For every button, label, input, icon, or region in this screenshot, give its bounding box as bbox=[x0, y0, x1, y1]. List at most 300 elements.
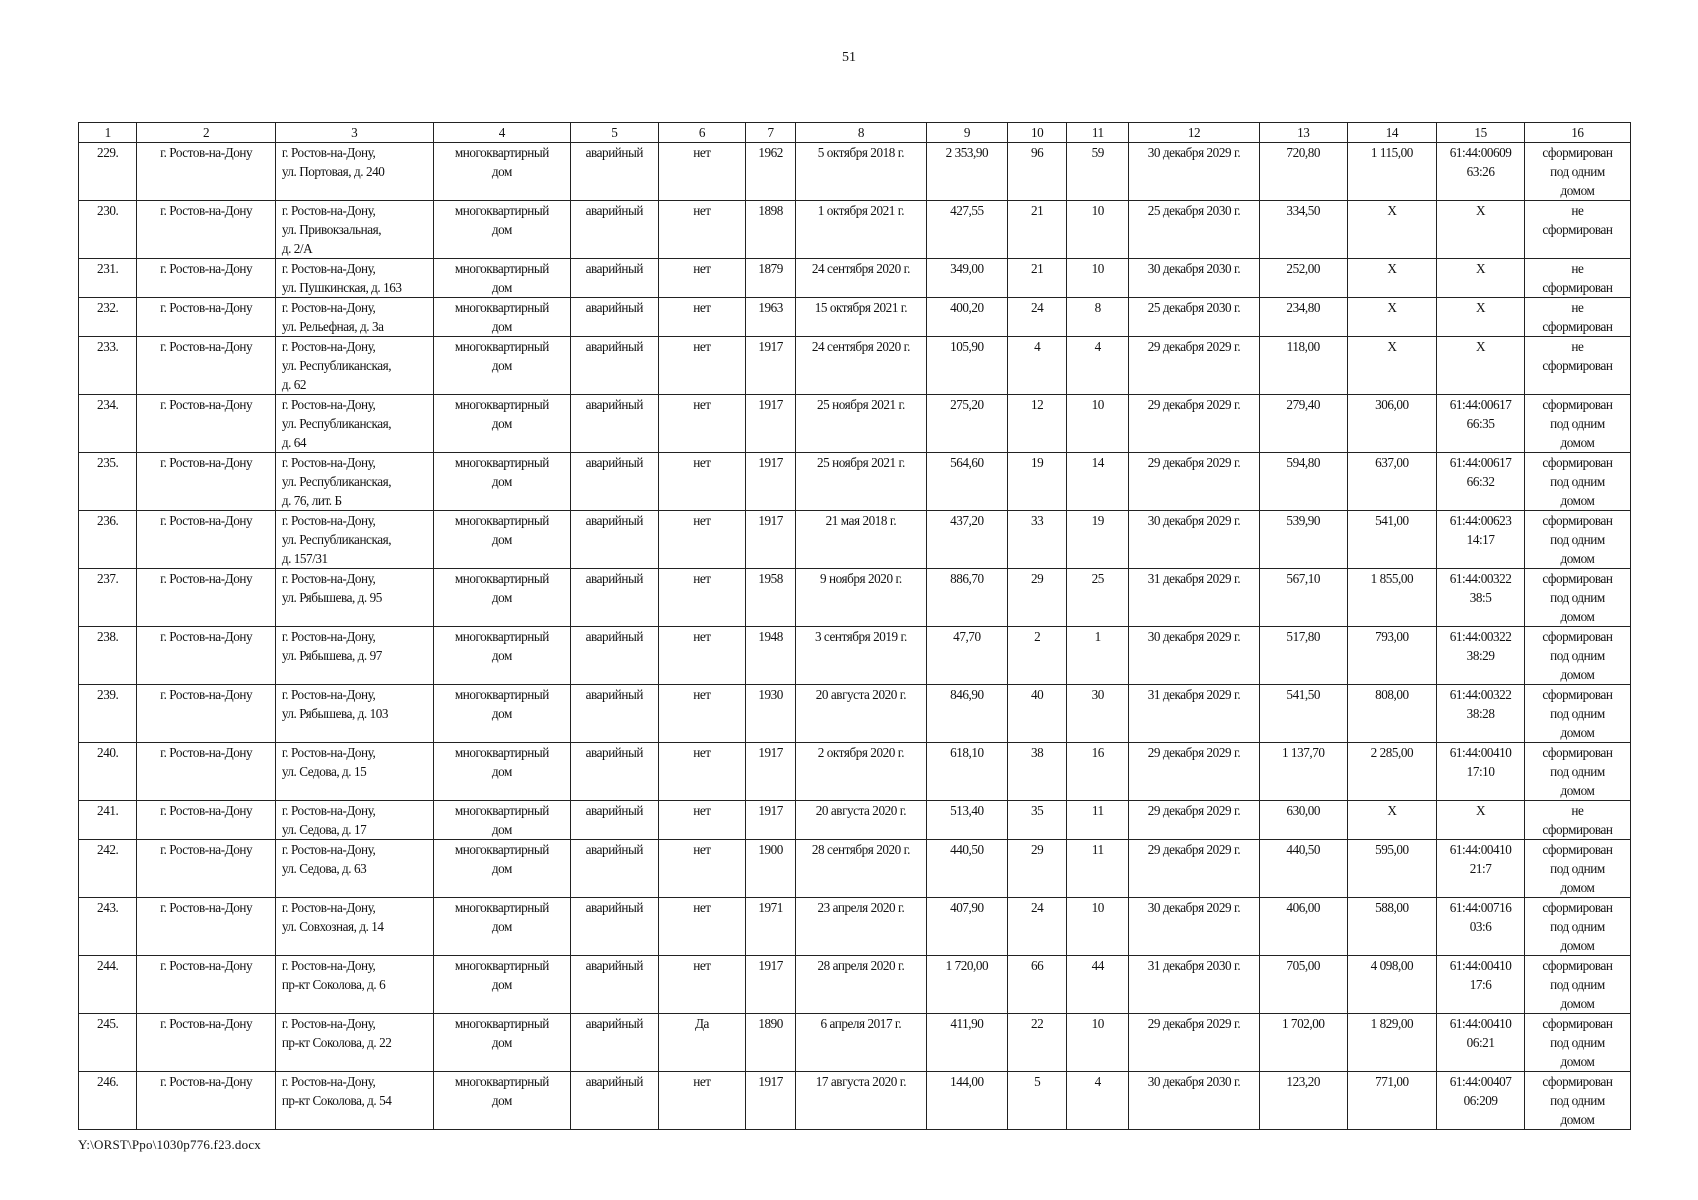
building-type-cell bbox=[433, 743, 570, 801]
column-6-cell: нет bbox=[658, 298, 746, 337]
building-type-cell bbox=[433, 627, 570, 685]
row-number: 239. bbox=[79, 685, 137, 743]
land-plot-status-cell-line: не bbox=[1571, 803, 1584, 818]
land-plot-status-cell bbox=[1524, 1014, 1630, 1072]
address-cell-line: пр-кт Соколова, д. 22 bbox=[281, 1035, 392, 1050]
land-plot-status-cell-line: сформирован bbox=[1542, 455, 1613, 470]
area-cell: 564,60 bbox=[926, 453, 1007, 511]
column-11-cell: 19 bbox=[1067, 511, 1129, 569]
land-plot-status-cell bbox=[1524, 143, 1630, 201]
resettlement-deadline-cell: 25 декабря 2030 г. bbox=[1129, 201, 1260, 259]
row-number: 240. bbox=[79, 743, 137, 801]
building-type-cell-line: многоквартирный bbox=[454, 1016, 549, 1031]
land-plot-status-cell-line: сформирован bbox=[1542, 1074, 1613, 1089]
cadastral-number-cell bbox=[1437, 337, 1525, 395]
land-plot-status-cell-line: домом bbox=[1560, 493, 1595, 508]
column-10-cell: 96 bbox=[1007, 143, 1066, 201]
status-cell: аварийный bbox=[571, 743, 659, 801]
table-row bbox=[79, 801, 1631, 840]
resettlement-deadline-cell: 30 декабря 2029 г. bbox=[1129, 511, 1260, 569]
cadastral-number-cell-line: 03:6 bbox=[1469, 919, 1492, 934]
row-number: 246. bbox=[79, 1072, 137, 1130]
land-plot-status-cell-line: под одним bbox=[1550, 706, 1605, 721]
cadastral-number-cell-line: 21:7 bbox=[1469, 861, 1492, 876]
area-cell: 1 720,00 bbox=[926, 956, 1007, 1014]
column-11-cell: 16 bbox=[1067, 743, 1129, 801]
land-plot-status-cell-line: под одним bbox=[1550, 1093, 1605, 1108]
address-cell bbox=[275, 801, 433, 840]
cadastral-number-cell-line: 66:35 bbox=[1466, 416, 1495, 431]
table-row bbox=[79, 395, 1631, 453]
address-cell-line: ул. Республиканская, bbox=[281, 474, 392, 489]
column-14-cell: Х bbox=[1347, 337, 1437, 395]
address-cell-line: д. 64 bbox=[281, 435, 307, 450]
address-cell-line: г. Ростов-на-Дону, bbox=[281, 842, 376, 857]
page-number: 51 bbox=[842, 50, 856, 65]
column-6-cell: нет bbox=[658, 627, 746, 685]
area-cell: 105,90 bbox=[926, 337, 1007, 395]
column-13-cell: 630,00 bbox=[1259, 801, 1347, 840]
cadastral-number-cell-line: 17:10 bbox=[1466, 764, 1495, 779]
address-cell-line: г. Ростов-на-Дону, bbox=[281, 339, 376, 354]
land-plot-status-cell-line: сформирован bbox=[1542, 280, 1613, 295]
address-cell bbox=[275, 956, 433, 1014]
address-cell-line: ул. Седова, д. 17 bbox=[281, 822, 367, 837]
row-number: 237. bbox=[79, 569, 137, 627]
column-number-header: 3 bbox=[275, 123, 433, 143]
land-plot-status-cell-line: под одним bbox=[1550, 861, 1605, 876]
column-10-cell: 12 bbox=[1007, 395, 1066, 453]
land-plot-status-cell-line: домом bbox=[1560, 996, 1595, 1011]
building-type-cell-line: дом bbox=[491, 648, 512, 663]
land-plot-status-cell-line: не bbox=[1571, 339, 1584, 354]
column-6-cell: нет bbox=[658, 956, 746, 1014]
year-built-cell: 1917 bbox=[746, 1072, 796, 1130]
table-row bbox=[79, 453, 1631, 511]
column-6-cell: нет bbox=[658, 143, 746, 201]
column-13-cell: 541,50 bbox=[1259, 685, 1347, 743]
address-cell-line: г. Ростов-на-Дону, bbox=[281, 1074, 376, 1089]
row-number: 229. bbox=[79, 143, 137, 201]
address-cell-line: г. Ростов-на-Дону, bbox=[281, 513, 376, 528]
recognition-date-cell: 2 октября 2020 г. bbox=[795, 743, 926, 801]
cadastral-number-cell-line: Х bbox=[1476, 300, 1486, 315]
column-11-cell: 10 bbox=[1067, 395, 1129, 453]
column-11-cell: 11 bbox=[1067, 840, 1129, 898]
recognition-date-cell: 3 сентября 2019 г. bbox=[795, 627, 926, 685]
land-plot-status-cell-line: домом bbox=[1560, 667, 1595, 682]
year-built-cell: 1917 bbox=[746, 337, 796, 395]
recognition-date-cell: 20 августа 2020 г. bbox=[795, 801, 926, 840]
land-plot-status-cell bbox=[1524, 627, 1630, 685]
land-plot-status-cell bbox=[1524, 840, 1630, 898]
building-type-cell-line: дом bbox=[491, 532, 512, 547]
resettlement-deadline-cell: 31 декабря 2029 г. bbox=[1129, 569, 1260, 627]
area-cell: 513,40 bbox=[926, 801, 1007, 840]
address-cell bbox=[275, 627, 433, 685]
status-cell: аварийный bbox=[571, 801, 659, 840]
year-built-cell: 1900 bbox=[746, 840, 796, 898]
cadastral-number-cell-line: 61:44:00609 bbox=[1449, 145, 1512, 160]
resettlement-deadline-cell: 30 декабря 2029 г. bbox=[1129, 898, 1260, 956]
area-cell: 47,70 bbox=[926, 627, 1007, 685]
column-14-cell: 637,00 bbox=[1347, 453, 1437, 511]
address-cell-line: ул. Республиканская, bbox=[281, 416, 392, 431]
address-cell bbox=[275, 511, 433, 569]
column-6-cell: нет bbox=[658, 259, 746, 298]
land-plot-status-cell-line: под одним bbox=[1550, 416, 1605, 431]
column-6-cell: нет bbox=[658, 569, 746, 627]
area-cell: 846,90 bbox=[926, 685, 1007, 743]
column-11-cell: 10 bbox=[1067, 201, 1129, 259]
land-plot-status-cell-line: сформирован bbox=[1542, 571, 1613, 586]
cadastral-number-cell-line: 38:28 bbox=[1466, 706, 1495, 721]
building-type-cell-line: многоквартирный bbox=[454, 803, 549, 818]
area-cell: 144,00 bbox=[926, 1072, 1007, 1130]
resettlement-deadline-cell: 29 декабря 2029 г. bbox=[1129, 337, 1260, 395]
building-type-cell-line: многоквартирный bbox=[454, 145, 549, 160]
column-14-cell: 595,00 bbox=[1347, 840, 1437, 898]
column-6-cell: нет bbox=[658, 395, 746, 453]
land-plot-status-cell-line: домом bbox=[1560, 1112, 1595, 1127]
status-cell: аварийный bbox=[571, 143, 659, 201]
resettlement-deadline-cell: 31 декабря 2030 г. bbox=[1129, 956, 1260, 1014]
building-type-cell bbox=[433, 395, 570, 453]
column-10-cell: 4 bbox=[1007, 337, 1066, 395]
address-cell-line: ул. Совхозная, д. 14 bbox=[281, 919, 384, 934]
resettlement-deadline-cell: 29 декабря 2029 г. bbox=[1129, 453, 1260, 511]
column-number-header: 2 bbox=[137, 123, 275, 143]
recognition-date-cell: 25 ноября 2021 г. bbox=[795, 395, 926, 453]
city-cell: г. Ростов-на-Дону bbox=[137, 298, 275, 337]
address-cell bbox=[275, 743, 433, 801]
building-type-cell-line: многоквартирный bbox=[454, 261, 549, 276]
address-cell-line: г. Ростов-на-Дону, bbox=[281, 958, 376, 973]
cadastral-number-cell-line: 61:44:00617 bbox=[1449, 455, 1512, 470]
resettlement-deadline-cell: 29 декабря 2029 г. bbox=[1129, 743, 1260, 801]
land-plot-status-cell-line: под одним bbox=[1550, 164, 1605, 179]
land-plot-status-cell-line: сформирован bbox=[1542, 842, 1613, 857]
column-number-header: 14 bbox=[1347, 123, 1437, 143]
city-cell: г. Ростов-на-Дону bbox=[137, 569, 275, 627]
city-cell: г. Ростов-на-Дону bbox=[137, 511, 275, 569]
column-10-cell: 29 bbox=[1007, 569, 1066, 627]
year-built-cell: 1898 bbox=[746, 201, 796, 259]
cadastral-number-cell-line: 61:44:00322 bbox=[1449, 571, 1512, 586]
column-6-cell: нет bbox=[658, 201, 746, 259]
cadastral-number-cell-line: 61:44:00407 bbox=[1449, 1074, 1512, 1089]
status-cell: аварийный bbox=[571, 1014, 659, 1072]
column-number-header: 16 bbox=[1524, 123, 1630, 143]
table-body bbox=[79, 143, 1631, 1130]
cadastral-number-cell-line: 17:6 bbox=[1469, 977, 1492, 992]
area-cell: 407,90 bbox=[926, 898, 1007, 956]
land-plot-status-cell-line: под одним bbox=[1550, 648, 1605, 663]
land-plot-status-cell bbox=[1524, 337, 1630, 395]
address-cell bbox=[275, 395, 433, 453]
land-plot-status-cell-line: под одним bbox=[1550, 532, 1605, 547]
column-6-cell: нет bbox=[658, 1072, 746, 1130]
building-type-cell-line: многоквартирный bbox=[454, 397, 549, 412]
recognition-date-cell: 1 октября 2021 г. bbox=[795, 201, 926, 259]
address-cell-line: г. Ростов-на-Дону, bbox=[281, 687, 376, 702]
building-type-cell bbox=[433, 259, 570, 298]
table-row bbox=[79, 569, 1631, 627]
address-cell-line: ул. Рябышева, д. 103 bbox=[281, 706, 389, 721]
land-plot-status-cell-line: сформирован bbox=[1542, 629, 1613, 644]
building-type-cell-line: дом bbox=[491, 706, 512, 721]
cadastral-number-cell bbox=[1437, 627, 1525, 685]
building-type-cell bbox=[433, 511, 570, 569]
cadastral-number-cell-line: Х bbox=[1476, 339, 1486, 354]
column-14-cell: 1 829,00 bbox=[1347, 1014, 1437, 1072]
recognition-date-cell: 17 августа 2020 г. bbox=[795, 1072, 926, 1130]
column-11-cell: 59 bbox=[1067, 143, 1129, 201]
address-cell-line: г. Ростов-на-Дону, bbox=[281, 745, 376, 760]
cadastral-number-cell bbox=[1437, 511, 1525, 569]
building-type-cell bbox=[433, 337, 570, 395]
column-11-cell: 10 bbox=[1067, 259, 1129, 298]
address-cell-line: д. 76, лит. Б bbox=[281, 493, 342, 508]
row-number: 235. bbox=[79, 453, 137, 511]
resettlement-deadline-cell: 31 декабря 2029 г. bbox=[1129, 685, 1260, 743]
land-plot-status-cell bbox=[1524, 956, 1630, 1014]
column-number-header: 9 bbox=[926, 123, 1007, 143]
column-number-header: 11 bbox=[1067, 123, 1129, 143]
address-cell-line: г. Ростов-на-Дону, bbox=[281, 571, 376, 586]
year-built-cell: 1958 bbox=[746, 569, 796, 627]
column-6-cell: нет bbox=[658, 511, 746, 569]
column-number-row bbox=[79, 123, 1631, 143]
area-cell: 2 353,90 bbox=[926, 143, 1007, 201]
address-cell bbox=[275, 1072, 433, 1130]
row-number: 230. bbox=[79, 201, 137, 259]
cadastral-number-cell bbox=[1437, 840, 1525, 898]
address-cell-line: д. 157/31 bbox=[281, 551, 328, 566]
land-plot-status-cell bbox=[1524, 1072, 1630, 1130]
table-row bbox=[79, 511, 1631, 569]
year-built-cell: 1917 bbox=[746, 956, 796, 1014]
land-plot-status-cell-line: сформирован bbox=[1542, 687, 1613, 702]
address-cell bbox=[275, 298, 433, 337]
cadastral-number-cell-line: 61:44:00410 bbox=[1449, 1016, 1512, 1031]
status-cell: аварийный bbox=[571, 201, 659, 259]
year-built-cell: 1917 bbox=[746, 801, 796, 840]
cadastral-number-cell bbox=[1437, 298, 1525, 337]
column-13-cell: 252,00 bbox=[1259, 259, 1347, 298]
column-10-cell: 33 bbox=[1007, 511, 1066, 569]
column-10-cell: 35 bbox=[1007, 801, 1066, 840]
status-cell: аварийный bbox=[571, 956, 659, 1014]
building-type-cell bbox=[433, 685, 570, 743]
land-plot-status-cell-line: под одним bbox=[1550, 919, 1605, 934]
area-cell: 400,20 bbox=[926, 298, 1007, 337]
resettlement-deadline-cell: 29 декабря 2029 г. bbox=[1129, 1014, 1260, 1072]
column-10-cell: 19 bbox=[1007, 453, 1066, 511]
table-row bbox=[79, 337, 1631, 395]
cadastral-number-cell-line: 06:209 bbox=[1463, 1093, 1498, 1108]
address-cell-line: г. Ростов-на-Дону, bbox=[281, 1016, 376, 1031]
row-number: 243. bbox=[79, 898, 137, 956]
recognition-date-cell: 24 сентября 2020 г. bbox=[795, 337, 926, 395]
column-10-cell: 24 bbox=[1007, 298, 1066, 337]
building-type-cell-line: дом bbox=[491, 977, 512, 992]
column-number-header: 1 bbox=[79, 123, 137, 143]
land-plot-status-cell-line: сформирован bbox=[1542, 745, 1613, 760]
land-plot-status-cell-line: не bbox=[1571, 261, 1584, 276]
city-cell: г. Ростов-на-Дону bbox=[137, 143, 275, 201]
table-row bbox=[79, 956, 1631, 1014]
address-cell-line: г. Ростов-на-Дону, bbox=[281, 803, 376, 818]
row-number: 245. bbox=[79, 1014, 137, 1072]
column-10-cell: 2 bbox=[1007, 627, 1066, 685]
cadastral-number-cell-line: 66:32 bbox=[1466, 474, 1495, 489]
address-cell-line: г. Ростов-на-Дону, bbox=[281, 397, 376, 412]
resettlement-deadline-cell: 30 декабря 2030 г. bbox=[1129, 1072, 1260, 1130]
building-type-cell-line: дом bbox=[491, 861, 512, 876]
cadastral-number-cell-line: Х bbox=[1476, 261, 1486, 276]
recognition-date-cell: 6 апреля 2017 г. bbox=[795, 1014, 926, 1072]
year-built-cell: 1917 bbox=[746, 743, 796, 801]
column-6-cell: нет bbox=[658, 685, 746, 743]
cadastral-number-cell bbox=[1437, 259, 1525, 298]
column-13-cell: 720,80 bbox=[1259, 143, 1347, 201]
column-11-cell: 10 bbox=[1067, 898, 1129, 956]
land-plot-status-cell-line: не bbox=[1571, 203, 1584, 218]
address-cell-line: г. Ростов-на-Дону, bbox=[281, 145, 376, 160]
building-type-cell-line: многоквартирный bbox=[454, 745, 549, 760]
cadastral-number-cell-line: 61:44:00716 bbox=[1449, 900, 1512, 915]
column-number-header: 7 bbox=[746, 123, 796, 143]
column-6-cell: нет bbox=[658, 840, 746, 898]
column-11-cell: 4 bbox=[1067, 337, 1129, 395]
cadastral-number-cell-line: 61:44:00410 bbox=[1449, 842, 1512, 857]
recognition-date-cell: 20 августа 2020 г. bbox=[795, 685, 926, 743]
year-built-cell: 1917 bbox=[746, 395, 796, 453]
area-cell: 349,00 bbox=[926, 259, 1007, 298]
status-cell: аварийный bbox=[571, 337, 659, 395]
table-row bbox=[79, 143, 1631, 201]
cadastral-number-cell bbox=[1437, 201, 1525, 259]
resettlement-deadline-cell: 30 декабря 2029 г. bbox=[1129, 627, 1260, 685]
table-row bbox=[79, 840, 1631, 898]
land-plot-status-cell bbox=[1524, 898, 1630, 956]
resettlement-deadline-cell: 30 декабря 2029 г. bbox=[1129, 143, 1260, 201]
land-plot-status-cell-line: сформирован bbox=[1542, 358, 1613, 373]
row-number: 241. bbox=[79, 801, 137, 840]
land-plot-status-cell-line: домом bbox=[1560, 938, 1595, 953]
column-14-cell: 306,00 bbox=[1347, 395, 1437, 453]
column-13-cell: 279,40 bbox=[1259, 395, 1347, 453]
address-cell-line: д. 62 bbox=[281, 377, 307, 392]
table-row bbox=[79, 685, 1631, 743]
column-6-cell: нет bbox=[658, 453, 746, 511]
column-14-cell: 808,00 bbox=[1347, 685, 1437, 743]
address-cell-line: д. 2/А bbox=[281, 241, 313, 256]
land-plot-status-cell bbox=[1524, 259, 1630, 298]
year-built-cell: 1917 bbox=[746, 511, 796, 569]
land-plot-status-cell bbox=[1524, 511, 1630, 569]
land-plot-status-cell-line: сформирован bbox=[1542, 513, 1613, 528]
city-cell: г. Ростов-на-Дону bbox=[137, 201, 275, 259]
building-type-cell-line: многоквартирный bbox=[454, 842, 549, 857]
address-cell-line: г. Ростов-на-Дону, bbox=[281, 261, 376, 276]
column-10-cell: 24 bbox=[1007, 898, 1066, 956]
building-type-cell-line: многоквартирный bbox=[454, 513, 549, 528]
column-11-cell: 8 bbox=[1067, 298, 1129, 337]
building-type-cell bbox=[433, 453, 570, 511]
column-10-cell: 21 bbox=[1007, 259, 1066, 298]
column-11-cell: 1 bbox=[1067, 627, 1129, 685]
column-number-header: 13 bbox=[1259, 123, 1347, 143]
building-type-cell-line: дом bbox=[491, 358, 512, 373]
cadastral-number-cell bbox=[1437, 453, 1525, 511]
cadastral-number-cell bbox=[1437, 956, 1525, 1014]
land-plot-status-cell-line: домом bbox=[1560, 1054, 1595, 1069]
city-cell: г. Ростов-на-Дону bbox=[137, 395, 275, 453]
city-cell: г. Ростов-на-Дону bbox=[137, 685, 275, 743]
land-plot-status-cell bbox=[1524, 569, 1630, 627]
land-plot-status-cell-line: домом bbox=[1560, 551, 1595, 566]
year-built-cell: 1890 bbox=[746, 1014, 796, 1072]
column-13-cell: 118,00 bbox=[1259, 337, 1347, 395]
city-cell: г. Ростов-на-Дону bbox=[137, 1014, 275, 1072]
building-type-cell-line: многоквартирный bbox=[454, 203, 549, 218]
city-cell: г. Ростов-на-Дону bbox=[137, 1072, 275, 1130]
column-6-cell: нет bbox=[658, 898, 746, 956]
building-type-cell bbox=[433, 298, 570, 337]
column-13-cell: 517,80 bbox=[1259, 627, 1347, 685]
address-cell-line: ул. Пушкинская, д. 163 bbox=[281, 280, 402, 295]
land-plot-status-cell-line: сформирован bbox=[1542, 822, 1613, 837]
area-cell: 886,70 bbox=[926, 569, 1007, 627]
cadastral-number-cell bbox=[1437, 569, 1525, 627]
cadastral-number-cell-line: Х bbox=[1476, 803, 1486, 818]
city-cell: г. Ростов-на-Дону bbox=[137, 898, 275, 956]
column-6-cell: нет bbox=[658, 743, 746, 801]
land-plot-status-cell-line: не bbox=[1571, 300, 1584, 315]
cadastral-number-cell-line: 38:5 bbox=[1469, 590, 1492, 605]
column-number-header: 6 bbox=[658, 123, 746, 143]
table-row bbox=[79, 201, 1631, 259]
building-type-cell-line: дом bbox=[491, 416, 512, 431]
cadastral-number-cell-line: 61:44:00410 bbox=[1449, 958, 1512, 973]
building-type-cell-line: дом bbox=[491, 164, 512, 179]
building-type-cell bbox=[433, 1072, 570, 1130]
land-plot-status-cell-line: домом bbox=[1560, 725, 1595, 740]
status-cell: аварийный bbox=[571, 395, 659, 453]
building-type-cell-line: многоквартирный bbox=[454, 629, 549, 644]
building-type-cell bbox=[433, 801, 570, 840]
building-type-cell-line: дом bbox=[491, 222, 512, 237]
status-cell: аварийный bbox=[571, 569, 659, 627]
cadastral-number-cell-line: 61:44:00410 bbox=[1449, 745, 1512, 760]
land-plot-status-cell bbox=[1524, 453, 1630, 511]
column-10-cell: 40 bbox=[1007, 685, 1066, 743]
column-number-header: 12 bbox=[1129, 123, 1260, 143]
cadastral-number-cell bbox=[1437, 743, 1525, 801]
city-cell: г. Ростов-на-Дону bbox=[137, 801, 275, 840]
building-type-cell-line: многоквартирный bbox=[454, 300, 549, 315]
column-10-cell: 38 bbox=[1007, 743, 1066, 801]
address-cell-line: ул. Рябышева, д. 95 bbox=[281, 590, 382, 605]
land-plot-status-cell-line: под одним bbox=[1550, 474, 1605, 489]
address-cell-line: ул. Республиканская, bbox=[281, 532, 392, 547]
column-13-cell: 234,80 bbox=[1259, 298, 1347, 337]
area-cell: 275,20 bbox=[926, 395, 1007, 453]
address-cell bbox=[275, 898, 433, 956]
row-number: 238. bbox=[79, 627, 137, 685]
